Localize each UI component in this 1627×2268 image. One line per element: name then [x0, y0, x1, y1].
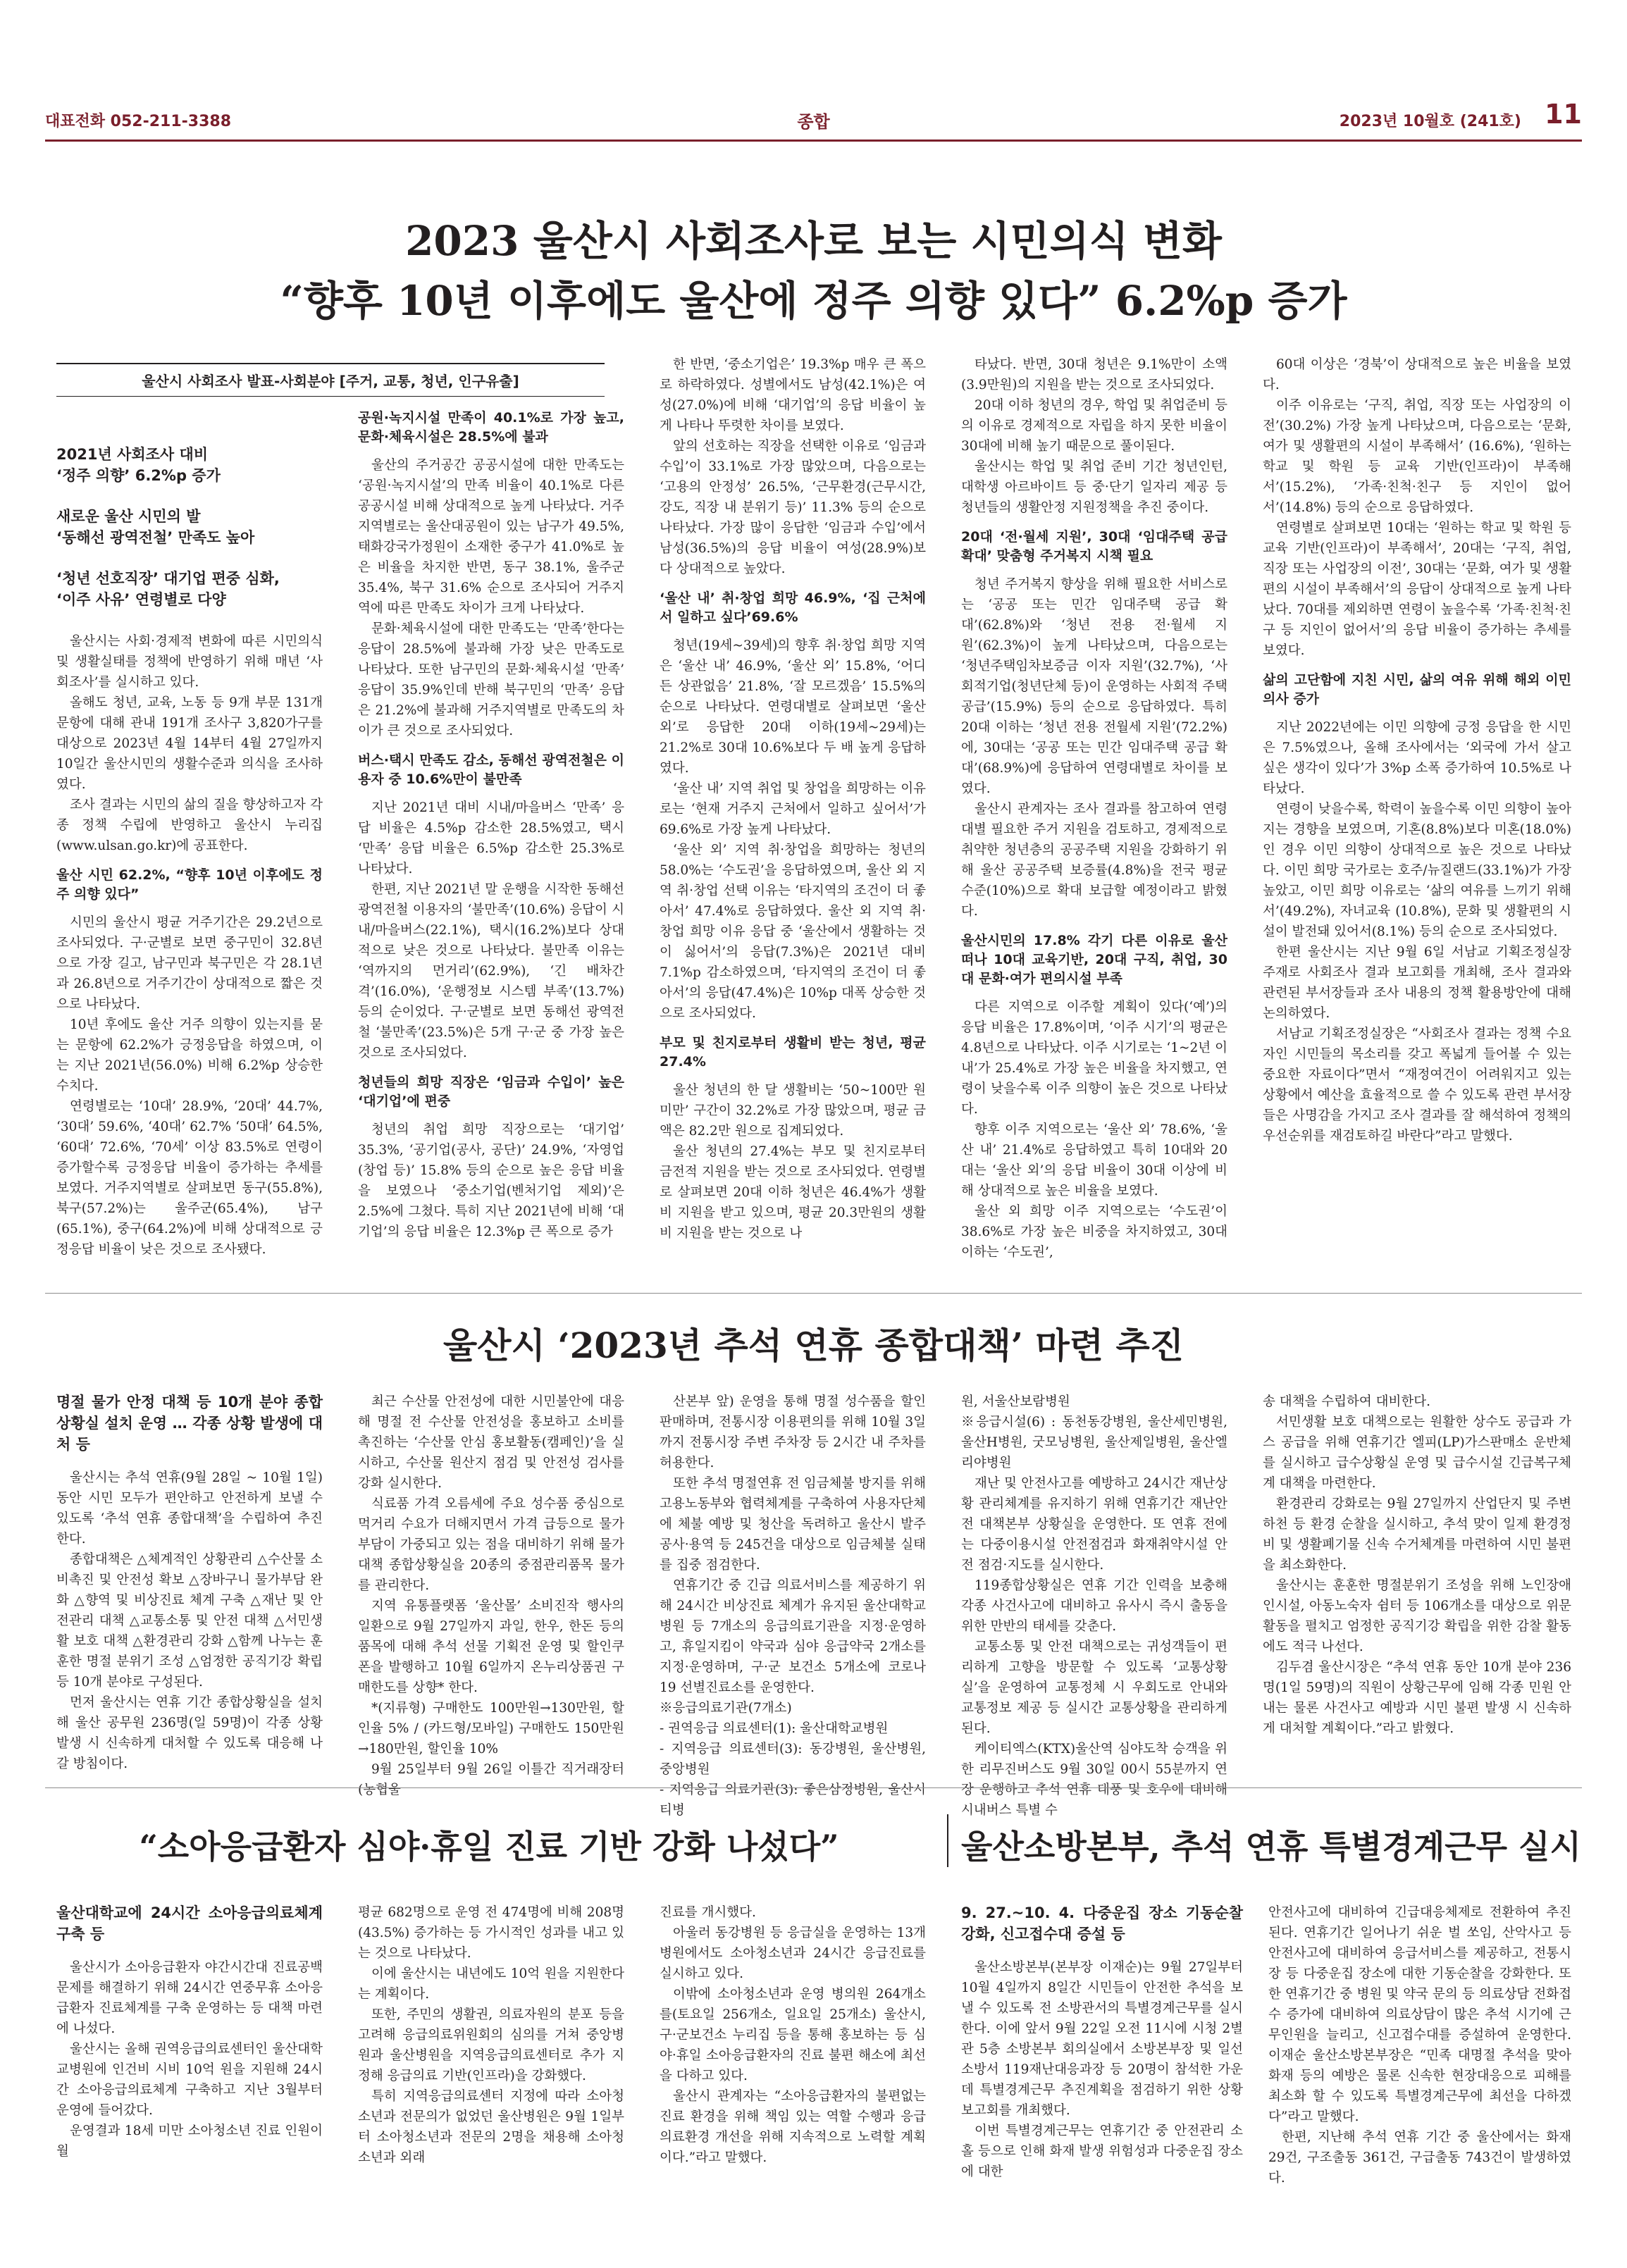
subheading: 20대 ‘전·월세 지원’, 30대 ‘임대주택 공급 확대’ 맞춤형 주거복지 시책 필요	[961, 529, 1227, 564]
paragraph: 한 반면, ‘중소기업은’ 19.3%p 매우 큰 폭으로 하락하였다. 성별에서도 남성(42.1%)은 여성(27.0%)에 비해 ‘대기업’의 응답 비율이 높게 나타나 뚜렷한 차이를 보였다.	[660, 357, 926, 433]
article1-box-label: 울산시 사회조사 발표-사회분야 [주거, 교통, 청년, 인구유출]	[56, 363, 605, 397]
paragraph: 특히 지역응급의료센터 지정에 따라 소아청소년과 전문의가 없었던 울산병원은 9월 1일부터 소아청소년과 전문의 2명을 채용해 소아청소년과 외래	[358, 2089, 624, 2165]
paragraph: 다른 지역으로 이주할 계획이 있다(‘예’)의 응답 비율은 17.8%이며, ‘이주 시기’의 평균은 4.8년으로 나타났다. 이주 시기로는 ‘1~2년 이내’가 25.4%로 가장 높은 비율을 차지했고, 연령이 낮을수록 이주 의향이 높은 것으로 나타났다.	[961, 1000, 1227, 1117]
highlight-line: ‘정주 의향’ 6.2%p 증가	[56, 467, 221, 484]
paragraph: 식료품 가격 오름세에 주요 성수품 중심으로 먹거리 수요가 더해지면서 가격 급등으로 물가 부담이 가중되고 있는 점을 대비하기 위해 물가대책 종합상황실을 20종의 중점관리품목 물가를 관리한다.	[358, 1496, 624, 1593]
paragraph: 10년 후에도 울산 거주 의향이 있는지를 묻는 문항에 62.2%가 긍정응답을 하였으며, 이는 지난 2021년(56.0%) 비해 6.2%p 상승한 수치다.	[56, 1017, 323, 1093]
paragraph: 20대 이하 청년의 경우, 학업 및 취업준비 등의 이유로 경제적으로 자립을 하지 못한 비율이 30대에 비해 높기 때문으로 풀이된다.	[961, 398, 1227, 454]
paragraph: 청년 주거복지 향상을 위해 필요한 서비스로는 ‘공공 또는 민간 임대주택 공급 확대’(62.8%)와 ‘청년 전용 전·월세 지원’(62.3%)이 높게 나타났으며, 다음으로는 ‘청년주택임차보증금 이자 지원’(32.7%), ‘사회적기업(청년단체 등)이 운영하는 사회적 주택 공급’(15.9%) 등의 순으로 응답하였다. 특히 20대 이하는 ‘청년 전용 전월세 지원’(72.2%)에, 30대는 ‘공공 또는 민간 임대주택 공급 확대’(68.9%)에 응답하여 연령대별로 차이를 보였다.	[961, 577, 1227, 796]
article4-title: 울산소방본부, 추석 연휴 특별경계근무 실시	[961, 1828, 1581, 1866]
paragraph: 먼저 울산시는 연휴 기간 종합상황실을 설치해 울산 공무원 236명(일 59명)이 각종 상황 발생 시 신속하게 대처할 수 있도록 대응해 나갈 방침이다.	[56, 1695, 323, 1771]
paragraph: 울산시는 사회·경제적 변화에 따른 시민의식 및 생활실태를 정책에 반영하기 위해 매년 ‘사회조사’를 실시하고 있다.	[56, 634, 323, 690]
highlight-line: 새로운 울산 시민의 발	[56, 508, 201, 525]
paragraph: 또한, 주민의 생활권, 의료자원의 분포 등을 고려해 응급의료위원회의 심의를 거쳐 중앙병원과 울산병원을 지역응급의료센터로 추가 지정해 응급의료 기반(인프라)을 강화했다.	[358, 2007, 624, 2083]
subheading: ‘울산 내’ 취·창업 희망 46.9%, ‘집 근처에서 일하고 싶다’69.6%	[660, 590, 926, 625]
paragraph: 울산시가 소아응급환자 야간시간대 진료공백 문제를 해결하기 위해 24시간 연중무휴 소아응급환자 진료체계를 구축 운영하는 등 대책 마련에 나섰다.	[56, 1960, 323, 2036]
paragraph: 재난 및 안전사고를 예방하고 24시간 재난상황 관리체계를 유지하기 위해 연휴기간 재난안전 대책본부 상황실을 운영한다. 또 연휴 전에는 다중이용시설 안전점검과 화재취약시설 안전 점검·지도를 실시한다.	[961, 1476, 1227, 1573]
paragraph: ‘울산 외’ 지역 취·창업을 희망하는 청년의 58.0%는 ‘수도권’을 응답하였으며, 울산 외 지역 취·창업 선택 이유는 ‘타지역의 조건이 더 좋아서’ 47.4%로 응답하였다. 울산 외 지역 취·창업 희망 이유 응답 중 ‘울산에서 생활하는 것이 싫어서’의 응답(7.3%)은 2021년 대비 7.1%p 감소하였으며, ‘타지역의 조건이 더 좋아서’의 응답(47.4%)은 10%p 대폭 상승한 것으로 조사되었다.	[660, 843, 926, 1021]
header-section: 종합	[797, 112, 830, 132]
paragraph: 연휴기간 중 긴급 의료서비스를 제공하기 위해 24시간 비상진료 체계가 유지된 울산대학교병원 등 7개소의 응급의료기관을 지정·운영하고, 휴일지킴이 약국과 심야 응급약국 2개소를 지정·운영하며, 구·군 보건소 5개소에 코로나19 선별진료소를 운영한다.	[660, 1578, 926, 1695]
paragraph: 조사 결과는 시민의 삶의 질을 향상하고자 각종 정책 수립에 반영하고 울산시 누리집(www.ulsan.go.kr)에 공표한다.	[56, 798, 323, 853]
paragraph: 울산소방본부(본부장 이재순)는 9월 27일부터 10월 4일까지 8일간 시민들이 안전한 추석을 보낼 수 있도록 전 소방관서의 특별경계근무를 실시한다. 이에 앞서 9월 22일 오전 11시에 시청 2별관 5층 소방본부 회의실에서 소방본부장 및 일선 소방서 119재난대응과장 등 20명이 참석한 가운데 특별경계근무 추진계획을 점검하기 위한 상황보고회를 개최했다.	[961, 1960, 1243, 2118]
paragraph: 이에 울산시는 내년에도 10억 원을 지원한다는 계획이다.	[358, 1966, 624, 2002]
paragraph: 지난 2022년에는 이민 의향에 긍정 응답을 한 시민은 7.5%였으나, 올해 조사에서는 ‘외국에 가서 살고 싶은 생각이 있다’가 3%p 소폭 증가하여 10.5%로 나타났다.	[1263, 720, 1571, 796]
paragraph: 시민의 울산시 평균 거주기간은 29.2년으로 조사되었다. 구·군별로 보면 중구민이 32.8년으로 가장 길고, 남구민과 북구민은 각 28.1년과 26.8년으로 거주기간이 상대적으로 짧은 것으로 나타났다.	[56, 915, 323, 1012]
article3-highlight: 울산대학교에 24시간 소아응급의료체계 구축 등	[56, 1904, 323, 1942]
paragraph: 지역 유통플랫폼 ‘울산몰’ 소비진작 행사의 일환으로 9월 27일까지 과일, 한우, 한돈 등의 품목에 대해 추석 선물 기획전 운영 및 할인쿠폰을 발행하고 10월 6일까지 온누리상품권 구매한도를 상향* 한다.	[358, 1599, 624, 1695]
divider	[45, 1787, 1582, 1788]
paragraph: 운영결과 18세 미만 소아청소년 진료 인원이 월	[56, 2124, 323, 2159]
paragraph: ‘울산 내’ 지역 취업 및 창업을 희망하는 이유로는 ‘현재 거주지 근처에서 일하고 싶어서’가 69.6%로 가장 높게 나타났다.	[660, 781, 926, 837]
note: ※응급시설(6) : 동천동강병원, 울산세민병원, 울산H병원, 굿모닝병원, 울산제일병원, 울산엘리야병원	[961, 1415, 1227, 1470]
note: - 지역응급 의료센터(3): 동강병원, 울산병원, 중앙병원	[660, 1742, 926, 1777]
article2-highlight: 명절 물가 안정 대책 등 10개 분야 종합상황실 설치 운영 … 각종 상황 발생에 대처 등	[56, 1394, 323, 1453]
paragraph: 환경관리 강화로는 9월 27일까지 산업단지 및 주변 하천 등 환경 순찰을 실시하고, 추석 맞이 일제 환경정비 및 생활폐기물 신속 수거체계를 마련하여 시민 불편을 최소화한다.	[1263, 1496, 1571, 1573]
article1-title-line1: 2023 울산시 사회조사로 보는 시민의식 변화	[405, 217, 1222, 265]
paragraph: 울산 외 희망 이주 지역으로는 ‘수도권’이 38.6%로 가장 높은 비중을 차지하였고, 30대 이하는 ‘수도권’,	[961, 1204, 1227, 1260]
article4-column-2	[1268, 1902, 1571, 2212]
subheading: 공원·녹지시설 만족이 40.1%로 가장 높고, 문화·체육시설은 28.5%에 불과	[358, 410, 624, 445]
article1-column-5	[1263, 354, 1571, 1268]
paragraph: 최근 수산물 안전성에 대한 시민불안에 대응해 명절 전 수산물 안전성을 홍보하고 소비를 촉진하는 ‘수산물 안심 홍보활동(캠페인)’을 실시하고, 수산물 원산지 점검 및 안전성 검사를 강화 실시한다.	[358, 1394, 624, 1491]
header-issue: 2023년 10월호 (241호)	[1339, 113, 1521, 130]
paragraph: 60대 이상은 ‘경북’이 상대적으로 높은 비율을 보였다.	[1263, 357, 1571, 392]
page-number: 11	[1545, 99, 1582, 130]
paragraph: 평균 682명으로 운영 전 474명에 비해 208명(43.5%) 증가하는 등 가시적인 성과를 내고 있는 것으로 나타났다.	[358, 1905, 624, 1961]
divider	[45, 1293, 1582, 1294]
article3-column-2	[358, 1902, 624, 2212]
paragraph: 앞의 선호하는 직장을 선택한 이유로 ‘임금과 수입’이 33.1%로 가장 많았으며, 다음으로는 ‘고용의 안정성’ 26.5%, ‘근무환경(근무시간, 강도, 직장 내 분위기 등)’ 11.3% 등의 순으로 나타났다. 가장 많이 응답한 ‘임금과 수입’에서 남성(36.5%)의 응답 비율이 여성(28.9%)보다 상대적으로 높았다.	[660, 439, 926, 576]
note: - 지역응급 의료기관(3): 좋은삼정병원, 울산시티병	[660, 1783, 926, 1818]
paragraph: 또한 추석 명절연휴 전 임금체불 방지를 위해 고용노동부와 협력체계를 구축하여 사용자단체에 체불 예방 및 청산을 독려하고 울산시 발주 공사·용역 등 245건을 대상으로 임금체불 실태를 집중 점검한다.	[660, 1476, 926, 1573]
paragraph: 울산시는 올해 권역응급의료센터인 울산대학교병원에 인건비 시비 10억 원을 지원해 24시간 소아응급의료체계 구축하고 지난 3월부터 운영에 들어갔다.	[56, 2042, 323, 2118]
article1-title-line2: “향후 10년 이후에도 울산에 정주 의향 있다” 6.2%p 증가	[280, 277, 1347, 325]
highlight-line: ‘이주 사유’ 연령별로 다양	[56, 591, 226, 608]
paragraph: 울산시는 학업 및 취업 준비 기간 청년인턴, 대학생 아르바이트 등 중·단기 일자리 제공 등 청년들의 생활안정 지원정책을 추진 중이다.	[961, 459, 1227, 515]
paragraph: *(지류형) 구매한도 100만원→130만원, 할인율 5% / (카드형/모바일) 구매한도 150만원→180만원, 할인율 10%	[358, 1701, 624, 1756]
article3-column-1	[56, 1902, 323, 2212]
paragraph: 119종합상황실은 연휴 기간 인력을 보충해 각종 사건사고에 대비하고 유사시 즉시 출동을 위한 만반의 태세를 갖춘다.	[961, 1578, 1227, 1634]
highlight-line: ‘청년 선호직장’ 대기업 편중 심화,	[56, 570, 280, 587]
note: 원, 서울산보람병원	[961, 1394, 1070, 1409]
paragraph: 울산시는 추석 연휴(9월 28일 ~ 10월 1일) 동안 시민 모두가 편안하고 안전하게 보낼 수 있도록 ‘추석 연휴 종합대책’을 수립하여 추진한다.	[56, 1470, 323, 1547]
paragraph: 송 대책을 수립하여 대비한다.	[1263, 1394, 1430, 1409]
paragraph: 울산시 관계자는 조사 결과를 참고하여 연령대별 필요한 주거 지원을 검토하고, 경제적으로 취약한 청년층의 공공주택 지원을 강화하기 위해 울산 공공주택 보증률(4.8%)을 전국 평균 수준(10%)으로 확대 보급할 예정이라고 밝혔다.	[961, 802, 1227, 919]
article1-column-2	[358, 409, 624, 1268]
article2-column-2	[358, 1392, 624, 1797]
highlight-line: ‘동해선 광역전철’ 만족도 높아	[56, 529, 255, 546]
paragraph: 울산시는 훈훈한 명절분위기 조성을 위해 노인장애인시설, 아동노숙자 쉼터 등 106개소를 대상으로 위문 활동을 펼치고 엄정한 공직기강 확립을 위한 감찰 활동에도 적극 나선다.	[1263, 1578, 1571, 1654]
article2-column-4	[961, 1392, 1227, 1818]
paragraph: 케이티엑스(KTX)울산역 심야도착 승객을 위한 리무진버스도 9월 30일 00시 55분까지 연장 운행하고 추석 연휴 태풍 및 호우에 대비해 시내버스 특별 수	[961, 1742, 1227, 1818]
note: - 권역응급 의료센터(1): 울산대학교병원	[660, 1721, 889, 1736]
article1-highlights	[56, 444, 323, 610]
article1-column-1	[56, 423, 323, 1268]
paragraph: 연령별로 살펴보면 10대는 ‘원하는 학교 및 학원 등 교육 기반(인프라)이 부족해서’, 20대는 ‘구직, 취업, 직장 또는 사업장의 이전’, 30대는 ‘문화, 여가 및 생활편의 시설이 부족해서’의 응답이 상대적으로 높게 나타났다. 70대를 제외하면 연령이 높을수록 ‘가족·친척·친구 등 지인이 없어서’의 응답 비율이 증가하는 추세를 보였다.	[1263, 521, 1571, 658]
article1-column-3	[660, 354, 926, 1268]
paragraph: 울산 청년의 27.4%는 부모 및 친지로부터 금전적 지원을 받는 것으로 조사되었다. 연령별로 살펴보면 20대 이하 청년은 46.4%가 생활비 지원을 받고 있으며, 평균 20.3만원의 생활비 지원을 받는 것으로 나	[660, 1144, 926, 1241]
subheading: 버스·택시 만족도 감소, 동해선 광역전철은 이용자 중 10.6%만이 불만족	[358, 752, 624, 787]
header-phone: 대표전화 052-211-3388	[45, 113, 232, 130]
paragraph: 지난 2021년 대비 시내/마을버스 ‘만족’ 응답 비율은 4.5%p 감소한 28.5%였고, 택시 ‘만족’ 응답 비율은 6.5%p 감소한 25.3%로 나타났다.	[358, 800, 624, 876]
paragraph: 문화·체육시설에 대한 만족도는 ‘만족’한다는 응답이 28.5%에 불과해 가장 낮은 만족도로 나타났다. 또한 남구민의 문화·체육시설 ‘만족’ 응답이 35.9%인데 반해 북구민의 ‘만족’ 응답은 21.2%에 불과해 거주지역별로 만족도의 차이가 큰 것으로 조사되었다.	[358, 621, 624, 738]
column-divider	[947, 1814, 948, 1867]
article3-column-3	[660, 1902, 926, 2212]
paragraph: 이번 특별경계근무는 연휴기간 중 안전관리 소홀 등으로 인해 화재 발생 위험성과 다중운집 장소에 대한	[961, 2124, 1243, 2179]
article4-column-1	[961, 1902, 1243, 2212]
paragraph: 아울러 동강병원 등 응급실을 운영하는 13개 병원에서도 소아청소년과 24시간 응급진료를 실시하고 있다.	[660, 1926, 926, 1981]
header-rule	[45, 140, 1582, 142]
paragraph: 타났다. 반면, 30대 청년은 9.1%만이 소액(3.9만원)의 지원을 받는 것으로 조사되었다.	[961, 357, 1227, 392]
paragraph: 안전사고에 대비하여 긴급대응체제로 전환하여 추진된다. 연휴기간 일어나기 쉬운 벌 쏘임, 산악사고 등 안전사고에 대비하여 응급서비스를 제공하고, 전통시장 등 다중운집 장소에 대한 기동순찰을 강화한다. 또한 연휴기간 중 병원 및 약국 문의 등 의료상담 전화접수 증가에 대비하여 의료상담이 많은 추석 시기에 근무인원을 늘리고, 신고접수대를 증설하여 운영한다. 이재순 울산소방본부장은 “민족 대명절 추석을 맞아 화재 등의 예방은 물론 신속한 현장대응으로 피해를 최소화 할 수 있도록 특별경계근무에 최선을 다하겠다”라고 말했다.	[1268, 1905, 1571, 2124]
paragraph: 울산의 주거공간 공공시설에 대한 만족도는 ‘공원·녹지시설’의 만족 비율이 40.1%로 다른 공공시설 비해 상대적으로 높게 나타났다. 거주 지역별로는 울산대공원이 있는 남구가 49.5%, 태화강국가정원이 소재한 중구가 41.0%로 높은 비율을 차지한 반면, 동구 38.1%, 울주군 35.4%, 북구 31.6% 순으로 조사되어 거주지역에 따른 만족도 차이가 크게 나타났다.	[358, 458, 624, 616]
article2-title: 울산시 ‘2023년 추석 연휴 종합대책’ 마련 추진	[443, 1325, 1184, 1366]
subheading: 울산 시민 62.2%, “향후 10년 이후에도 정주 의향 있다”	[56, 867, 323, 902]
paragraph: 서민생활 보호 대책으로는 원활한 상수도 공급과 가스 공급을 위해 연휴기간 엘피(LP)가스판매소 운반체를 실시하고 급수상황실 운영 및 급수시설 긴급복구체계 대책을 마련한다.	[1263, 1415, 1571, 1491]
paragraph: 연령별로는 ‘10대’ 28.9%, ‘20대’ 44.7%, ‘30대’ 59.6%, ‘40대’ 62.7% ‘50대’ 64.5%, ‘60대’ 72.6%, ‘70세’ 이상 83.5%로 연령이 증가할수록 긍정응답 비율이 증가하는 추세를 보였다. 거주지역별로 살펴보면 동구(55.8%), 북구(57.2%)는 울주군(65.4%), 남구(65.1%), 중구(64.2%)에 비해 상대적으로 긍정응답 비율이 낮은 것으로 조사됐다.	[56, 1099, 323, 1257]
paragraph: 김두겸 울산시장은 “추석 연휴 동안 10개 분야 236명(1일 59명)의 직원이 상황근무에 임해 각종 민원 안내는 물론 사건사고 예방과 시민 불편 발생 시 신속하게 대처할 계획이다.”라고 밝혔다.	[1263, 1660, 1571, 1736]
article4-highlight: 9. 27.~10. 4. 다중운집 장소 기동순찰 강화, 신고접수대 증설 등	[961, 1904, 1243, 1942]
paragraph: 종합대책은 △체계적인 상황관리 △수산물 소비촉진 및 안전성 확보 △장바구니 물가부담 완화 △향역 및 비상진료 체계 구축 △재난 및 안전관리 대책 △교통소통 및 안전 대책 △서민생활 보호 대책 △환경관리 강화 △함께 나누는 훈훈한 명절 분위기 조성 △엄정한 공직기강 확립 등 10개 분야로 구성된다.	[56, 1552, 323, 1690]
note: ※응급의료기관(7개소)	[660, 1701, 792, 1716]
paragraph: 향후 이주 지역으로는 ‘울산 외’ 78.6%, ‘울산 내’ 21.4%로 응답하였고 특히 10대와 20대는 ‘울산 외’의 응답 비율이 30대 이상에 비해 상대적으로 높은 비율을 보였다.	[961, 1122, 1227, 1198]
article3-title: “소아응급환자 심야·휴일 진료 기반 강화 나섰다”	[139, 1828, 839, 1866]
paragraph: 9월 25일부터 9월 26일 이틀간 직거래장터(농협울	[358, 1762, 624, 1797]
paragraph: 한편 울산시는 지난 9월 6일 서남교 기획조정실장 주재로 사회조사 결과 보고회를 개최해, 조사 결과와 관련된 부서장들과 조사 내용의 정책 활용방안에 대해 논의하였다.	[1263, 945, 1571, 1021]
subheading: 울산시민의 17.8% 각기 다른 이유로 울산 떠나 10대 교육기반, 20대 구직, 취업, 30대 문화·여가 편의시설 부족	[961, 933, 1227, 986]
article2-column-1	[56, 1392, 323, 1771]
paragraph: 울산시 관계자는 “소아응급환자의 불편없는 진료 환경을 위해 책임 있는 역할 수행과 응급의료환경 개선을 위해 지속적으로 노력할 계획이다.”라고 말했다.	[660, 2089, 926, 2165]
subheading: 삶의 고단함에 지친 시민, 삶의 여유 위해 해외 이민 의사 증가	[1263, 672, 1571, 707]
paragraph: 연령이 낮을수록, 학력이 높을수록 이민 의향이 높아지는 경향을 보였으며, 기혼(8.8%)보다 미혼(18.0%)인 경우 이민 의향이 상대적으로 높은 것으로 나타났다. 이민 희망 국가로는 호주/뉴질랜드(33.1%)가 가장 높았고, 이민 희망 이유로는 ‘삶의 여유를 느끼기 위해서’(49.2%), 자녀교육 (10.8%), 문화 및 생활편의 시설이 발전돼 있어서(8.1%) 등의 순으로 조사되었다.	[1263, 802, 1571, 939]
subheading: 청년들의 희망 직장은 ‘임금과 수입이’ 높은 ‘대기업’에 편중	[358, 1074, 624, 1109]
paragraph: 청년의 취업 희망 직장으로는 ‘대기업’ 35.3%, ‘공기업(공사, 공단)’ 24.9%, ‘자영업(창업 등)’ 15.8% 등의 순으로 높은 응답 비율을 보였으나 ‘중소기업(벤처기업 제외)’은 2.5%에 그쳤다. 특히 지난 2021년에 비해 ‘대기업’의 응답 비율은 12.3%p 큰 폭으로 증가	[358, 1122, 624, 1239]
paragraph: 진료를 개시했다.	[660, 1905, 756, 1920]
subheading: 부모 및 친지로부터 생활비 받는 청년, 평균 27.4%	[660, 1035, 926, 1070]
article1-column-4	[961, 354, 1227, 1268]
paragraph: 한편, 지난 2021년 말 운행을 시작한 동해선 광역전철 이용자의 ‘불만족’(10.6%) 응답이 시내/마을버스(22.1%), 택시(16.2%)보다 상대적으로 낮은 것으로 나타났다. 불만족 이유는 ‘역까지의 먼거리’(62.9%), ‘긴 배차간격’(16.0%), ‘운행정보 시스템 부족’(13.7%) 등의 순이었다. 구·군별로 보면 동해선 광역전철 ‘불만족’(23.5%)은 5개 구·군 중 가장 높은 것으로 조사되었다.	[358, 882, 624, 1060]
article2-column-3	[660, 1392, 926, 1818]
paragraph: 한편, 지난해 추석 연휴 기간 중 울산에서는 화재 29건, 구조출동 361건, 구급출동 743건이 발생하였다.	[1268, 2130, 1571, 2186]
paragraph: 이주 이유로는 ‘구직, 취업, 직장 또는 사업장의 이전’(30.2%) 가장 높게 나타났으며, 다음으로는 ‘문화, 여가 및 생활편의 시설이 부족해서’ (16.6%), ‘원하는 학교 및 학원 등 교육 기반(인프라)이 부족해서’(15.2%), ‘가족·친척·친구 등 지인이 없어서’(14.8%) 등의 순으로 응답하였다.	[1263, 398, 1571, 515]
article2-column-5	[1263, 1392, 1571, 1758]
paragraph: 산본부 앞) 운영을 통해 명절 성수품을 할인 판매하며, 전통시장 이용편의를 위해 10월 3일까지 전통시장 주변 주차장 등 2시간 내 주차를 허용한다.	[660, 1394, 926, 1470]
paragraph: 이밖에 소아청소년과 운영 병의원 264개소를(토요일 256개소, 일요일 25개소) 울산시, 구·군보건소 누리집 등을 통해 홍보하는 등 심야·휴일 소아응급환자의 진료 불편 해소에 최선을 다하고 있다.	[660, 1987, 926, 2083]
paragraph: 올해도 청년, 교육, 노동 등 9개 부문 131개 문항에 대해 관내 191개 조사구 3,820가구를 대상으로 2023년 4월 14부터 4월 27일까지 10일간 울산시민의 생활수준과 의식을 조사하였다.	[56, 695, 323, 792]
paragraph: 교통소통 및 안전 대책으로는 귀성객들이 편리하게 고향을 방문할 수 있도록 ‘교통상황실’을 운영하여 교통정체 시 우회도로 안내와 교통정보 제공 등 실시간 교통상황을 관리하게 된다.	[961, 1640, 1227, 1736]
paragraph: 울산 청년의 한 달 생활비는 ‘50~100만 원 미만’ 구간이 32.2%로 가장 많았으며, 평균 금액은 82.2만 원으로 집계되었다.	[660, 1083, 926, 1139]
highlight-line: 2021년 사회조사 대비	[56, 446, 209, 463]
paragraph: 청년(19세~39세)의 향후 취·창업 희망 지역은 ‘울산 내’ 46.9%, ‘울산 외’ 15.8%, ‘어디든 상관없음’ 21.8%, ‘잘 모르겠음’ 15.5%의 순으로 나타났다. 연령대별로 살펴보면 ‘울산 외’로 응답한 20대 이하(19세~29세)는 21.2%로 30대 10.6%보다 두 배 높게 응답하였다.	[660, 638, 926, 776]
paragraph: 서남교 기획조정실장은 “사회조사 결과는 정책 수요자인 시민들의 목소리를 갖고 폭넓게 들어볼 수 있는 중요한 자료이다”면서 “재정여건이 어려워지고 있는 상황에서 예산을 효율적으로 쓸 수 있도록 관련 부서장들은 사명감을 가지고 조사 결과를 잘 해석하여 정책의 우선순위를 재검토하길 바란다”라고 말했다.	[1263, 1027, 1571, 1144]
